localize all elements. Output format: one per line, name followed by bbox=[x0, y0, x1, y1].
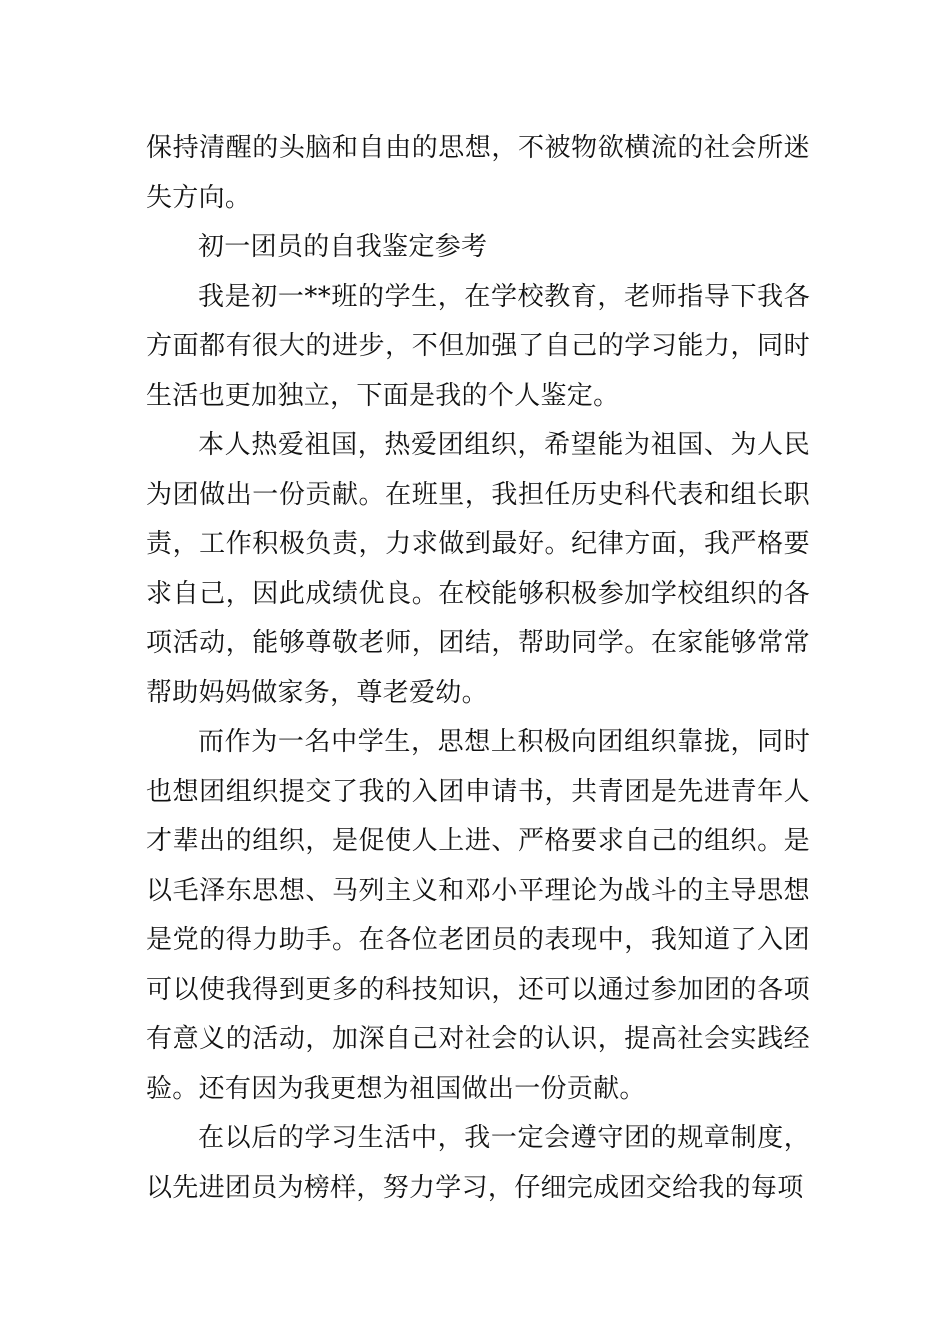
paragraph-patriotism: 本人热爱祖国，热爱团组织，希望能为祖国、为人民为团做出一份贡献。在班里，我担任历史科代表和组长职责，工作积极负责，力求做到最好。纪律方面，我严格要求自己，因此成绩优良。在校能够积极参加学校组织的各项活动，能够尊敬老师，团结，帮助同学。在家能够常常帮助妈妈做家务，尊老爱幼。 bbox=[146, 430, 810, 708]
paragraph-league-application: 而作为一名中学生，思想上积极向团组织靠拢，同时也想团组织提交了我的入团申请书，共青团是先进青年人才辈出的组织，是促使人上进、严格要求自己的组织。是以毛泽东思想、马列主义和邓小平理论为战斗的主导思想是党的得力助手。在各位老团员的表现中，我知道了入团可以使我得到更多的科技知识，还可以通过参加团的各项有意义的活动，加深自己对社会的认识，提高社会实践经验。还有因为我更想为祖国做出一份贡献。 bbox=[146, 727, 810, 1104]
paragraph-future-commitment: 在以后的学习生活中，我一定会遵守团的规章制度，以先进团员为榜样，努力学习，仔细完成团交给我的每项 bbox=[146, 1123, 810, 1203]
paragraph-continuation: 保持清醒的头脑和自由的思想，不被物欲横流的社会所迷失方向。 bbox=[146, 133, 810, 213]
section-heading: 初一团员的自我鉴定参考 bbox=[198, 232, 488, 262]
paragraph-intro: 我是初一**班的学生，在学校教育，老师指导下我各方面都有很大的进步，不但加强了自己的学习能力，同时生活也更加独立，下面是我的个人鉴定。 bbox=[146, 281, 810, 411]
document-body bbox=[146, 124, 810, 1213]
